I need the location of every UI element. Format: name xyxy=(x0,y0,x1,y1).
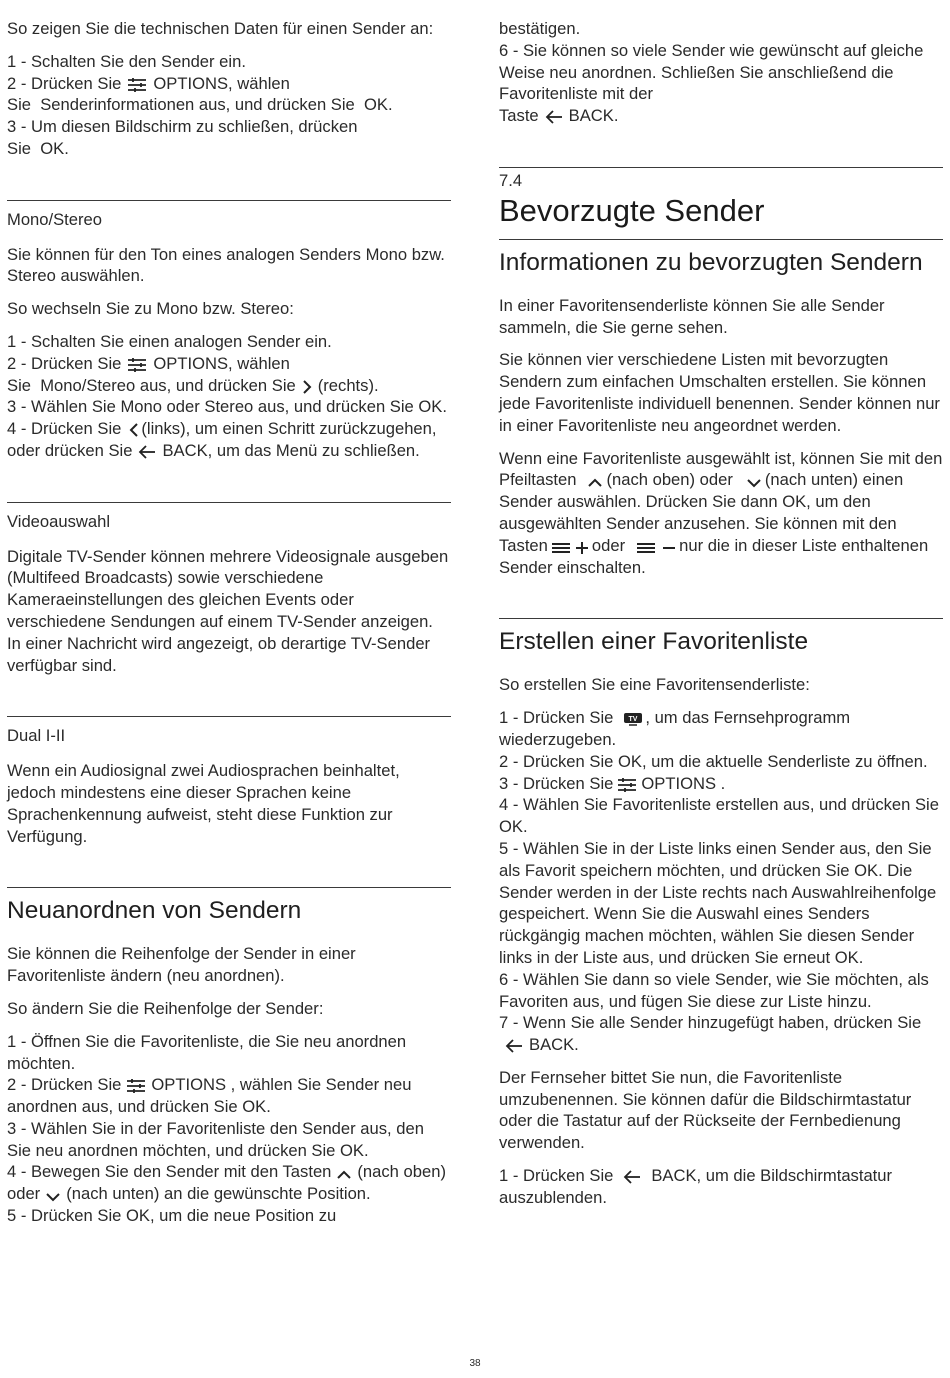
chevron-left-icon xyxy=(129,423,139,437)
section-title: Bevorzugte Sender xyxy=(499,192,765,228)
options-icon xyxy=(127,78,147,92)
section-number: 7.4 xyxy=(499,170,523,190)
left-column xyxy=(7,18,451,1227)
dual-heading: Dual I-II xyxy=(7,726,66,746)
back-arrow-icon xyxy=(623,1170,641,1184)
mono-step-2-cont: Sie Mono/Stereo aus, und drücken Sie (rechts). xyxy=(7,375,379,395)
plus-icon xyxy=(576,542,588,554)
reorder-step-2: 2 - Drücken Sie OPTIONS , wählen Sie Sender neu anordnen aus, und drücken Sie OK. xyxy=(7,1075,412,1117)
back-arrow-icon xyxy=(545,110,563,124)
list-icon xyxy=(552,542,570,554)
reorder-step-3: 3 - Wählen Sie in der Favoritenliste den Sender aus, den Sie neu anordnen möchten, und drücken Sie OK. xyxy=(7,1118,424,1160)
mono-step-2: 2 - Drücken Sie OPTIONS, wählen xyxy=(7,353,290,373)
options-icon xyxy=(127,358,147,372)
info-heading: Informationen zu bevorzugten Sendern xyxy=(499,248,923,276)
info-para-3: Wenn eine Favoritenliste ausgewählt ist, können Sie mit den Pfeiltasten (nach oben) oder (nach unten) einen Sender auswählen. Drücken Sie dann OK, um den ausgewählten Sender anzusehen. Sie können mit den Tasten oder nur die in dieser Liste enthaltenen Sender einschalten. xyxy=(499,448,943,577)
create-para-3: 1 - Drücken Sie BACK, um die Bildschirmtastatur auszublenden. xyxy=(499,1166,893,1207)
create-step-4: 4 - Wählen Sie Favoritenliste erstellen aus, und drücken Sie OK. xyxy=(499,795,939,837)
tech-step-3-cont: Sie OK. xyxy=(7,138,69,158)
tech-intro: So zeigen Sie die technischen Daten für einen Sender an: xyxy=(7,19,434,38)
chevron-down-icon xyxy=(46,1192,60,1202)
right-column xyxy=(499,18,943,1209)
list-icon xyxy=(637,542,655,554)
back-arrow-icon xyxy=(505,1039,523,1053)
chevron-up-icon xyxy=(337,1170,351,1180)
reorder-para-1: Sie können die Reihenfolge der Sender in einer Favoritenliste ändern (neu anordnen). xyxy=(7,944,356,986)
create-step-1: 1 - Drücken Sie TV , um das Fernsehprogramm wiederzugeben. xyxy=(499,708,851,749)
create-para-1: So erstellen Sie eine Favoritensenderliste: xyxy=(499,675,810,695)
mono-step-1: 1 - Schalten Sie einen analogen Sender ein. xyxy=(7,331,332,351)
info-para-1: In einer Favoritensenderliste können Sie alle Sender sammeln, die Sie gerne sehen. xyxy=(499,295,885,337)
mono-step-3: 3 - Wählen Sie Mono oder Stereo aus, und drücken Sie OK. xyxy=(7,397,447,417)
reorder-heading: Neuanordnen von Sendern xyxy=(7,897,302,925)
create-step-7: 7 - Wenn Sie alle Sender hinzugefügt haben, drücken Sie BACK. xyxy=(499,1013,922,1055)
reorder-para-2: So ändern Sie die Reihenfolge der Sender: xyxy=(7,998,324,1018)
options-icon xyxy=(126,1079,146,1093)
create-para-2: Der Fernseher bittet Sie nun, die Favoritenliste umzubenennen. Sie können dafür die Bildschirmtastatur oder die Tastatur auf der Rückseite der Fernbedienung verwenden. xyxy=(499,1067,912,1153)
mono-para-1: Sie können für den Ton eines analogen Senders Mono bzw. Stereo auswählen. xyxy=(7,244,445,286)
mono-stereo-heading: Mono/Stereo xyxy=(7,209,103,229)
page-number: 38 xyxy=(469,1358,481,1369)
tech-step-3: 3 - Um diesen Bildschirm zu schließen, drücken xyxy=(7,117,358,137)
reorder-step-5: 5 - Drücken Sie OK, um die neue Position zu xyxy=(7,1206,337,1226)
chevron-down-icon xyxy=(747,478,761,488)
mono-para-2: So wechseln Sie zu Mono bzw. Stereo: xyxy=(7,299,294,319)
svg-text:TV: TV xyxy=(628,716,638,724)
tech-step-1: 1 - Schalten Sie den Sender ein. xyxy=(7,51,246,71)
tech-step-2: 2 - Drücken Sie OPTIONS, wählen xyxy=(7,73,290,93)
back-arrow-icon xyxy=(138,445,156,459)
reorder-step-4: 4 - Bewegen Sie den Sender mit den Tasten (nach oben) oder (nach unten) an die gewünschte Position. xyxy=(7,1162,446,1204)
tech-step-2-cont: Sie Senderinformationen aus, und drücken Sie OK. xyxy=(7,95,393,115)
video-para: Digitale TV-Sender können mehrere Videosignale ausgeben (Multifeed Broadcasts) sowie verschiedene Kameraeinstellungen des gleichen Events oder verschiedene Sendungen auf einem TV-Sender anzeigen. In einer Nachricht wird angezeigt, ob derartige TV-Sender verfügbar sind. xyxy=(7,546,449,675)
create-step-6: 6 - Wählen Sie dann so viele Sender, wie Sie möchten, als Favoriten aus, und fügen Sie diese zur Liste hinzu. xyxy=(499,969,929,1011)
info-para-2: Sie können vier verschiedene Listen mit bevorzugten Sendern zum einfachen Umschalten erstellen. Sie können jede Favoritenliste individuell benennen. Sender können nur in einer Favoritenliste neu angeordnet werden. xyxy=(499,350,940,435)
reorder-step-1: 1 - Öffnen Sie die Favoritenliste, die Sie neu anordnen möchten. xyxy=(7,1031,407,1073)
chevron-up-icon xyxy=(588,478,602,488)
cont-line-3: Taste BACK. xyxy=(499,106,619,126)
chevron-right-icon xyxy=(302,380,312,394)
create-step-3: 3 - Drücken Sie OPTIONS . xyxy=(499,773,726,793)
minus-icon xyxy=(663,542,675,554)
mono-step-4: 4 - Drücken Sie (links), um einen Schritt zurückzugehen, oder drücken Sie BACK, um das Menü zu schließen. xyxy=(7,419,437,460)
cont-line-2: 6 - Sie können so viele Sender wie gewünscht auf gleiche Weise neu anordnen. Schließen Sie anschließend die Favoritenliste mit der xyxy=(499,40,924,104)
cont-line-1: bestätigen. xyxy=(499,19,581,38)
tv-icon xyxy=(623,712,643,726)
options-icon xyxy=(617,778,637,792)
create-step-2: 2 - Drücken Sie OK, um die aktuelle Senderliste zu öffnen. xyxy=(499,751,928,771)
dual-para: Wenn ein Audiosignal zwei Audiosprachen beinhaltet, jedoch mindestens eine dieser Sprachen keine Sprachenkennung aufweist, steht diese Funktion zur Verfügung. xyxy=(7,761,400,846)
video-heading: Videoauswahl xyxy=(7,511,111,531)
create-step-5: 5 - Wählen Sie in der Liste links einen Sender aus, den Sie als Favorit speichern möchten, und drücken Sie OK. Die Sender werden in der Liste rechts nach Auswahlreihenfolge gespeichert. Wenn Sie die Auswahl eines Senders rückgängig machen möchten, wählen Sie diesen Sender links in der Liste aus, und drücken Sie erneut OK. xyxy=(499,838,937,967)
create-heading: Erstellen einer Favoritenliste xyxy=(499,628,809,656)
